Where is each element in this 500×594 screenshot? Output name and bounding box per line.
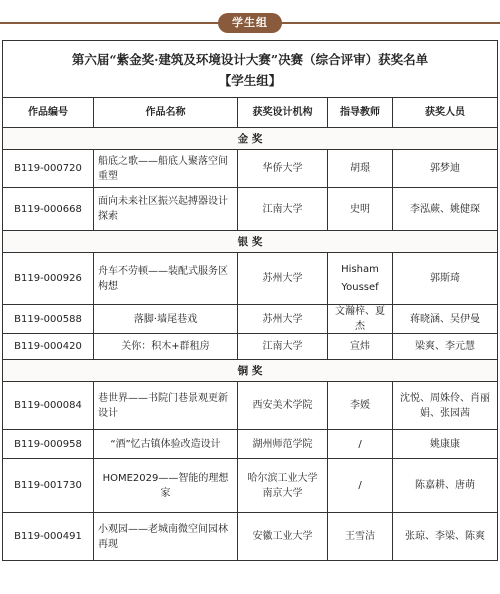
table-row: [3, 513, 497, 561]
work-name: 巷世界——书院门巷景观更新设计: [94, 382, 238, 429]
work-winners: 郭斯琦: [430, 273, 460, 284]
work-org: 安徽工业大学: [238, 513, 328, 560]
document-title: 第六届“紫金奖·建筑及环境设计大赛”决赛（综合评审）获奖名单: [71, 52, 429, 67]
work-teacher: /: [328, 430, 393, 458]
work-teacher: 李媛: [328, 382, 393, 429]
work-id: B119-001730: [3, 459, 94, 512]
document-subtitle: 【学生组】: [218, 73, 282, 88]
work-winners: 郭梦迪: [430, 163, 460, 174]
table-row: [3, 459, 497, 513]
table-row: [3, 188, 497, 231]
work-teacher: /: [328, 459, 393, 512]
work-id: B119-000958: [3, 430, 94, 458]
table-row: [3, 253, 497, 305]
work-winners: 李泓蕨、姚健琛: [410, 203, 480, 215]
work-name: HOME2029——智能的理想家: [94, 459, 238, 512]
work-id: B119-000588: [3, 305, 94, 333]
work-teacher: 宣炜: [328, 334, 393, 359]
work-id: B119-000491: [3, 513, 94, 560]
work-id: B119-000084: [3, 382, 94, 429]
table-row: [3, 305, 497, 334]
work-teacher: Hisham Youssef: [328, 253, 393, 304]
table-row: [3, 382, 497, 430]
header-id: 作品编号: [3, 98, 94, 127]
header-teacher: 指导教师: [328, 98, 393, 127]
work-name: 船底之歌——船底人聚落空间重塑: [94, 150, 238, 187]
work-org: 苏州大学: [238, 305, 328, 333]
work-name: 面向未来社区振兴起搏器设计探索: [94, 188, 238, 230]
work-id: B119-000926: [3, 253, 94, 304]
work-id: B119-000668: [3, 188, 94, 230]
group-badge: 学生组: [218, 13, 282, 33]
work-winners: 梁爽、李元慧: [415, 341, 475, 352]
table-row: [3, 430, 497, 459]
header-winners: 获奖人员: [425, 107, 465, 118]
work-winners: 沈悦、周姝伶、肖丽娟、张园茜: [400, 392, 490, 419]
table-row: [3, 334, 497, 360]
award-list-sheet: [2, 40, 498, 561]
work-teacher: 胡璟: [328, 150, 393, 187]
header-org: 获奖设计机构: [238, 98, 328, 127]
work-winners: 蒋晓涵、吴伊曼: [410, 313, 480, 325]
work-name: 小观园——老城南微空间园林再现: [94, 513, 238, 560]
work-org: 苏州大学: [238, 253, 328, 304]
work-name: 落脚·墙尾巷戏: [94, 305, 238, 333]
work-name: 关你：积木+群租房: [94, 334, 238, 359]
work-org: 华侨大学: [238, 150, 328, 187]
work-winners: 姚康康: [430, 438, 460, 450]
section-silver: 银 奖: [3, 231, 497, 253]
work-teacher: 王雪洁: [328, 513, 393, 560]
work-winners: 陈嘉耕、唐萌: [415, 480, 475, 491]
section-gold: 金 奖: [3, 128, 497, 150]
work-name: 舟车不劳顿——装配式服务区构想: [94, 253, 238, 304]
work-winners: 张琼、李梁、陈爽: [405, 531, 485, 542]
work-org: 江南大学: [238, 188, 328, 230]
table-header: [3, 98, 497, 128]
work-teacher: 文瀚梓、夏杰: [328, 305, 393, 333]
work-name: “酒”忆古镇体验改造设计: [94, 430, 238, 458]
work-id: B119-000720: [3, 150, 94, 187]
work-org: 西安美术学院: [238, 382, 328, 429]
table-row: [3, 150, 497, 188]
work-org: 江南大学: [238, 334, 328, 359]
work-id: B119-000420: [3, 334, 94, 359]
work-teacher: 史明: [328, 188, 393, 230]
section-bronze: 铜 奖: [3, 360, 497, 382]
work-org: 哈尔滨工业大学 南京大学: [238, 459, 328, 512]
title-block: [3, 41, 497, 98]
work-org: 湖州师范学院: [238, 430, 328, 458]
header-name: 作品名称: [94, 98, 238, 127]
